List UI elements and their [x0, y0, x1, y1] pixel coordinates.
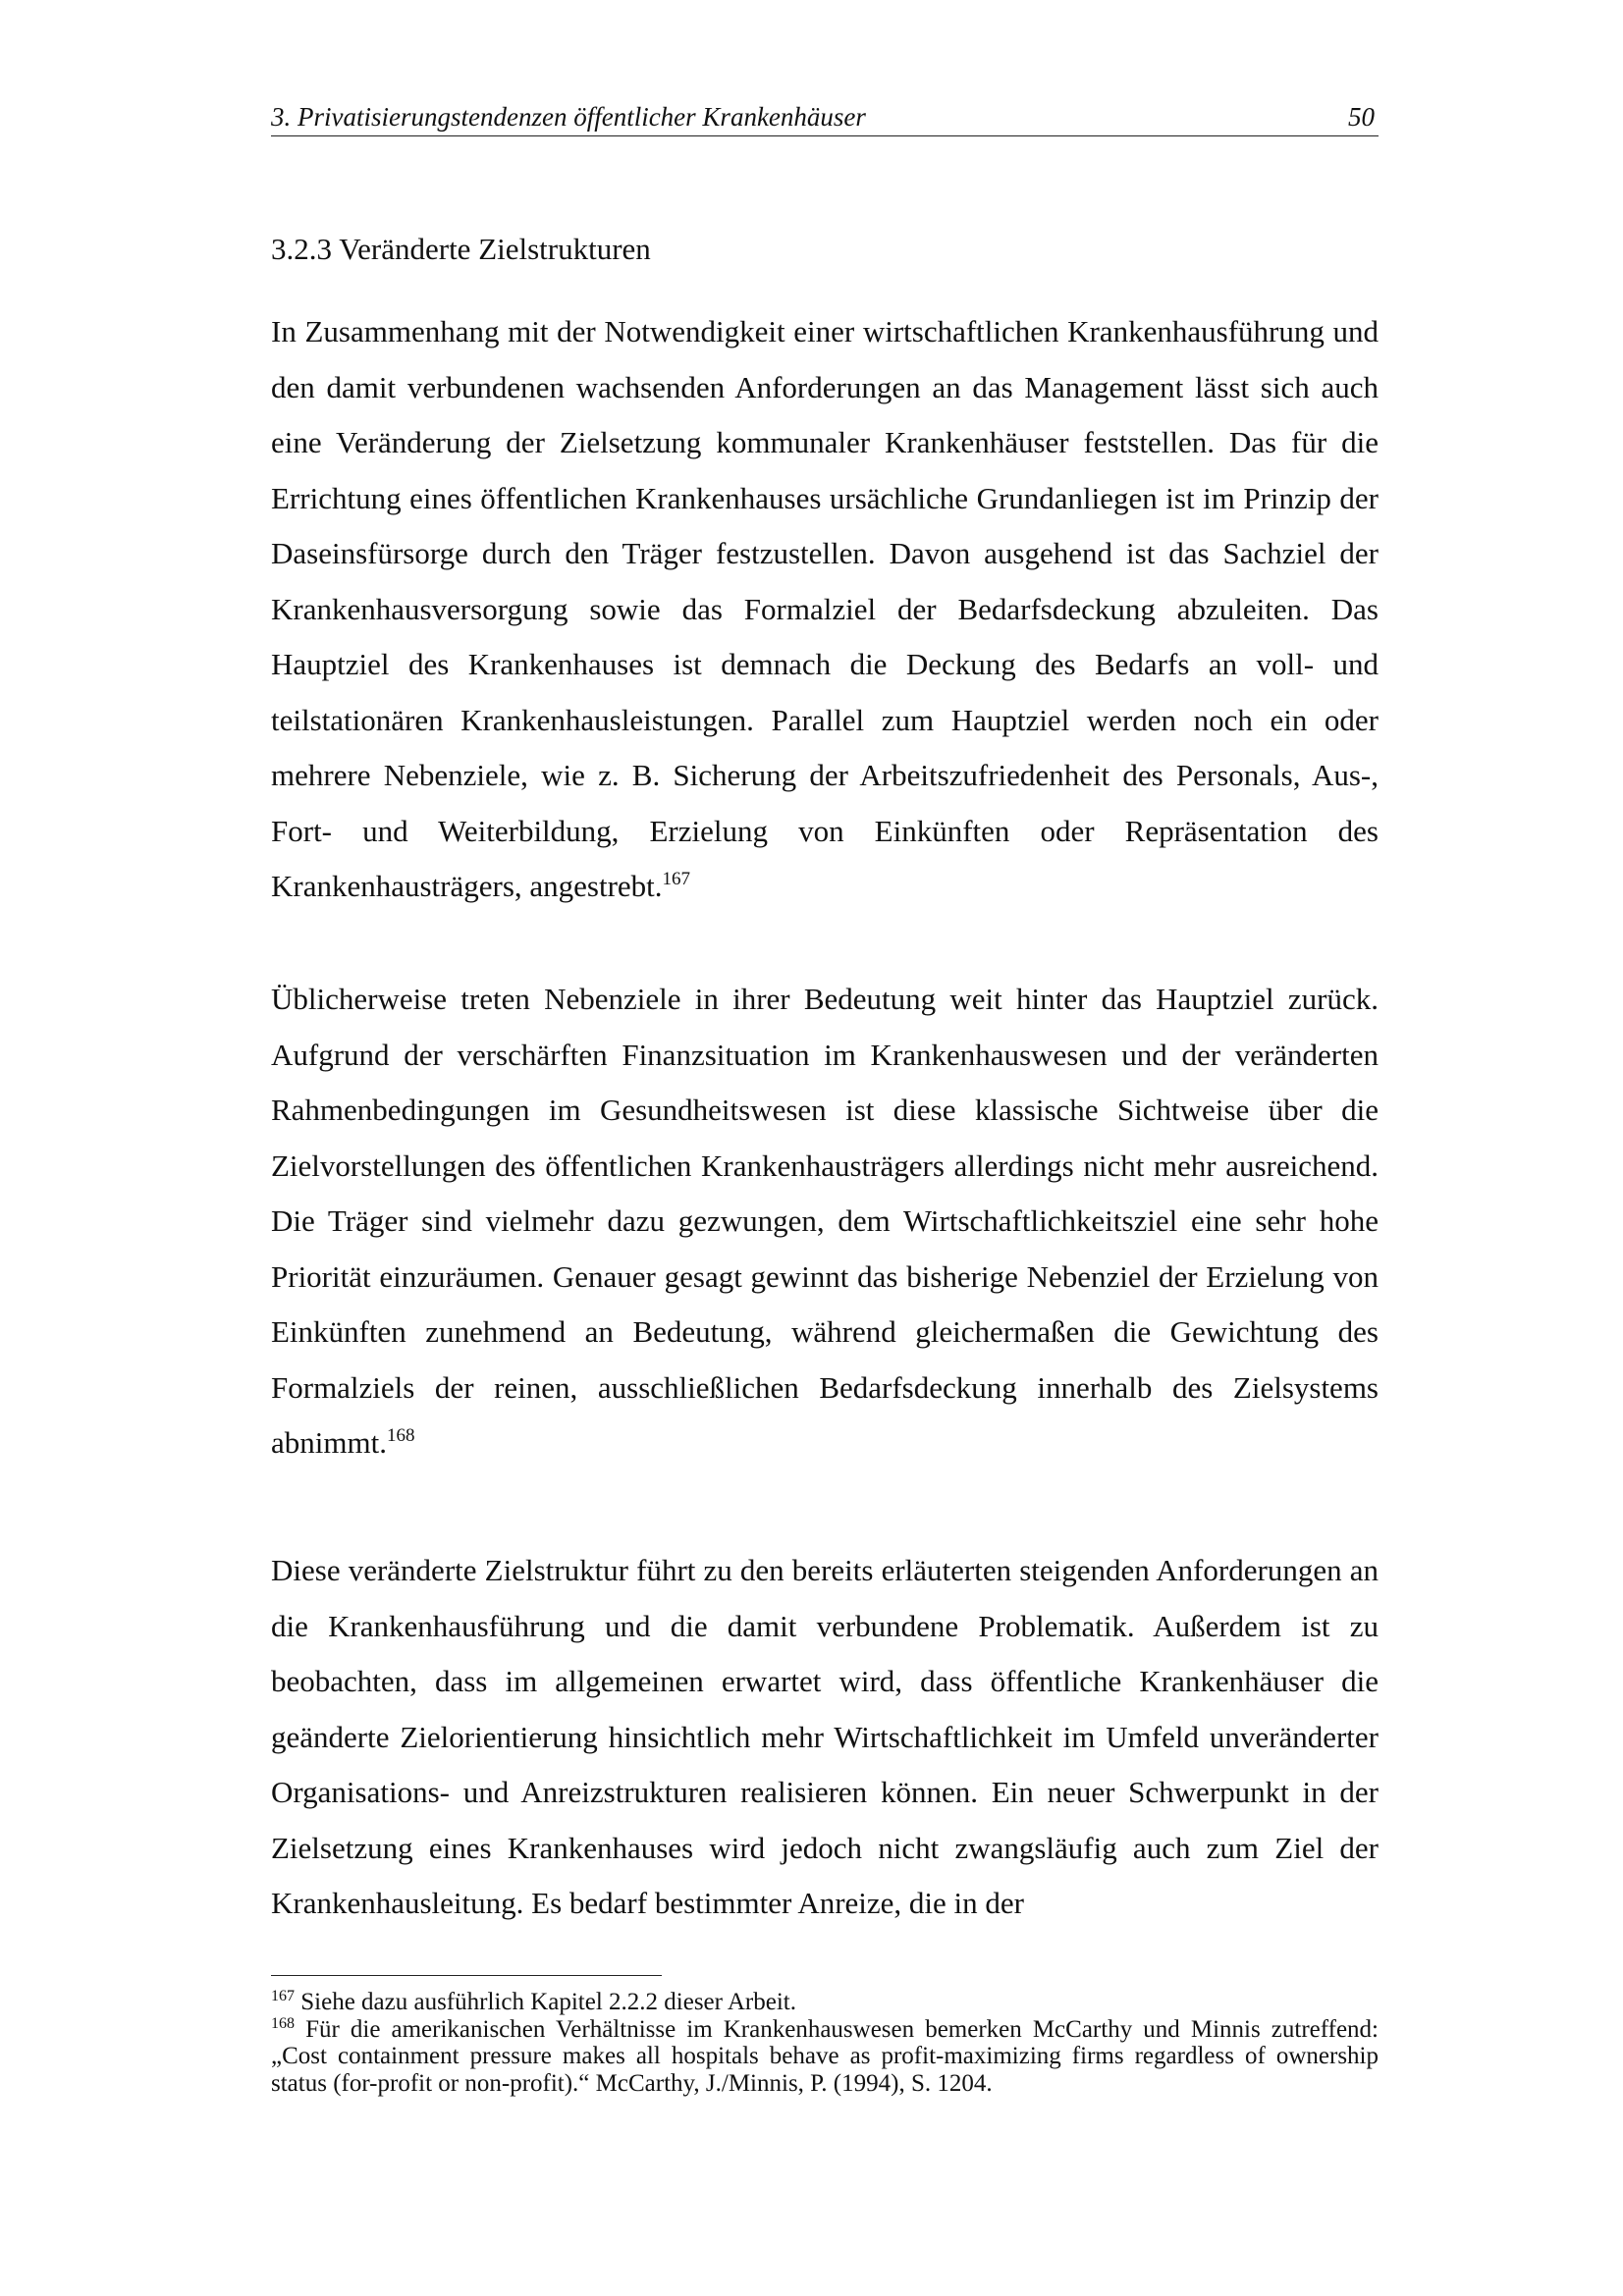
paragraph	[271, 972, 1379, 1471]
footnote	[271, 1989, 1379, 2016]
footnotes	[271, 1989, 1379, 2097]
page-number: 50	[1348, 102, 1375, 132]
paragraph-text: In Zusammenhang mit der Notwendigkeit einer wirtschaftlichen Krankenhausführung und den damit verbundenen wachsenden Anforderungen an das Management lässt sich auch eine Veränderung der Zielsetzung kommunaler Krankenhäuser feststellen. Das für die Errichtung eines öffentlichen Krankenhauses ursächliche Grundanliegen ist im Prinzip der Daseinsfürsorge durch den Träger festzustellen. Davon ausgehend ist das Sachziel der Krankenhausversorgung sowie das Formalziel der Bedarfsdeckung abzuleiten. Das Hauptziel des Krankenhauses ist demnach die Deckung des Bedarfs an voll- und teilstationären Krankenhausleistungen. Parallel zum Hauptziel werden noch ein oder mehrere Nebenziele, wie z. B. Sicherung der Arbeitszufriedenheit des Personals, Aus-, Fort- und Weiterbildung, Erzielung von Einkünften oder Repräsentation des Krankenhausträgers, angestrebt.	[271, 314, 1379, 903]
footnote-text: Siehe dazu ausführlich Kapitel 2.2.2 dieser Arbeit.	[300, 1989, 796, 2015]
paragraph-text: Üblicherweise treten Nebenziele in ihrer Bedeutung weit hinter das Hauptziel zurück. Aufgrund der verschärften Finanzsituation im Krankenhauswesen und der veränderten Rahmenbedingungen im Gesundheitswesen ist diese klassische Sichtweise über die Zielvorstellungen des öffentlichen Krankenhausträgers allerdings nicht mehr ausreichend. Die Träger sind vielmehr dazu gezwungen, dem Wirtschaftlichkeitsziel eine sehr hohe Priorität einzuräumen. Genauer gesagt gewinnt das bisherige Nebenziel der Erzielung von Einkünften zunehmend an Bedeutung, während gleichermaßen die Gewichtung des Formalziels der reinen, ausschließlichen Bedarfsdeckung innerhalb des Zielsystems abnimmt.	[271, 982, 1379, 1460]
footnote-number: 168	[271, 2014, 295, 2032]
footnote-number: 167	[271, 1988, 295, 2004]
running-header	[271, 102, 1379, 136]
paragraph	[271, 1543, 1379, 1932]
footnote-divider	[271, 1975, 662, 1976]
footnote-reference[interactable]: 167	[662, 869, 691, 889]
paragraph	[271, 304, 1379, 915]
header-chapter-title: 3. Privatisierungstendenzen öffentlicher Krankenhäuser	[271, 102, 866, 132]
paragraph-text: Diese veränderte Zielstruktur führt zu den bereits erläuterten steigenden Anforderungen an die Krankenhausführung und die damit verbundene Problematik. Außerdem ist zu beobachten, dass im allgemeinen erwartet wird, dass öffentliche Krankenhäuser die geänderte Zielorientierung hinsichtlich mehr Wirtschaftlichkeit im Umfeld unveränderter Organisations- und Anreizstrukturen realisieren können. Ein neuer Schwerpunkt in der Zielsetzung eines Krankenhauses wird jedoch nicht zwangsläufig auch zum Ziel der Krankenhausleitung. Es bedarf bestimmter Anreize, die in der	[271, 1553, 1379, 1920]
footnote	[271, 2016, 1379, 2098]
footnote-reference[interactable]: 168	[386, 1425, 415, 1446]
footnote-text: Für die amerikanischen Verhältnisse im Krankenhauswesen bemerken McCarthy und Minnis zutreffend: „Cost containment pressure makes all hospitals behave as profit-maximizing firms regardless of ownership status (for-profit or non-profit).“ McCarthy, J./Minnis, P. (1994), S. 1204.	[271, 2015, 1379, 2097]
section-heading: 3.2.3 Veränderte Zielstrukturen	[271, 232, 651, 266]
